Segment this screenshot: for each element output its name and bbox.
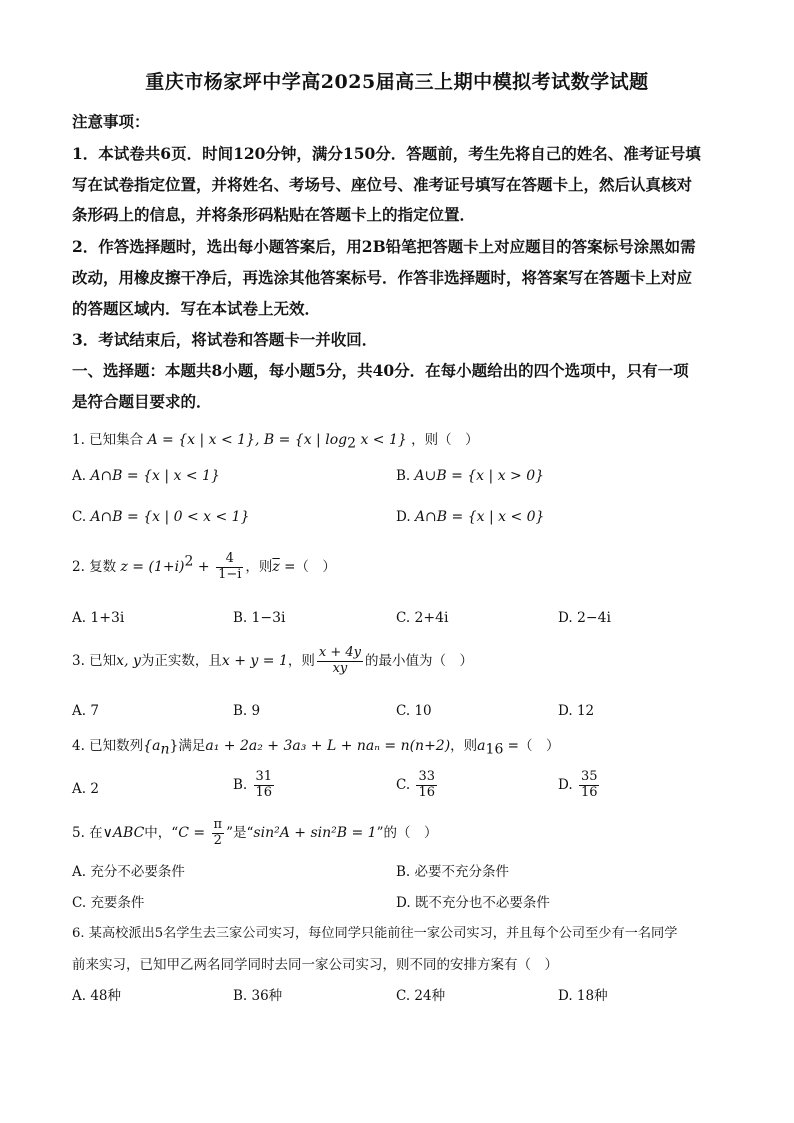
notice-1-line-1: 1．本试卷共6页．时间120分钟，满分150分．答题前，考生先将自己的姓名、准考证号填 <box>72 144 701 163</box>
fraction: $\frac{33}{16}$ <box>418 769 435 800</box>
question-5-option-a: A. 充分不必要条件 <box>72 864 185 880</box>
question-6-line-2: 前来实习，已知甲乙两名同学同时去同一家公司实习，则不同的安排方案有（ ） <box>72 957 558 973</box>
question-2-option-c: C. 2+4i <box>396 610 449 626</box>
question-3-option-d: D. 12 <box>558 703 595 719</box>
question-1-option-b: B. A∪B = {x | x > 0} <box>396 468 545 484</box>
fraction: $\frac{x + 4y}{xy}$ <box>318 645 361 676</box>
notice-heading: 注意事项： <box>72 112 150 131</box>
notice-1-line-2: 写在试卷指定位置，并将姓名、考场号、座位号、准考证号填写在答题卡上，然后认真核对 <box>72 175 693 194</box>
question-5-stem: 5. 在∨ABC中，“C = $\frac{\pi}{2}$ ”是“sin²A + sin²B = 1”的（ ） <box>72 817 438 848</box>
question-2-stem: 2. 复数 $z = (1+i)^2$ + $\frac{4}{1-i}$ ，则$\overline{z}$ =（ ） <box>72 551 336 582</box>
question-1-option-a: A. A∩B = {x | x < 1} <box>72 468 220 484</box>
question-6-option-d: D. 18种 <box>558 988 608 1004</box>
notice-2-line-1: 2．作答选择题时，选出每小题答案后，用2B铅笔把答题卡上对应题目的答案标号涂黑如需 <box>72 237 696 256</box>
question-4-option-a: A. 2 <box>72 781 99 797</box>
page-title: 重庆市杨家坪中学高2025届高三上期中模拟考试数学试题 <box>145 71 649 93</box>
question-1-option-d: D. A∩B = {x | x < 0} <box>396 509 545 525</box>
question-4-option-b: B. $\frac{31}{16}$ <box>233 769 273 800</box>
question-3-option-c: C. 10 <box>396 703 432 719</box>
notice-2-line-3: 的答题区域内．写在本试卷上无效． <box>72 299 321 318</box>
question-5-option-c: C. 充要条件 <box>72 895 145 911</box>
notice-3: 3．考试结束后，将试卷和答题卡一并收回． <box>72 330 378 349</box>
question-6-option-a: A. 48种 <box>72 988 122 1004</box>
question-4-option-c: C. $\frac{33}{16}$ <box>396 769 435 800</box>
notice-2-line-2: 改动，用橡皮擦干净后，再选涂其他答案标号．作答非选择题时，将答案写在答题卡上对应 <box>72 268 693 287</box>
question-5-option-d: D. 既不充分也不必要条件 <box>396 895 550 911</box>
conjugate-z: $\overline{z}$ <box>272 558 280 575</box>
section-1-line-2: 是符合题目要求的． <box>72 392 212 411</box>
question-4-stem: 4. 已知数列$\{a_n\}$满足a₁ + 2a₂ + 3a₃ + L + naₙ = n(n+2)，则$a_{16}$ =（ ） <box>72 738 560 758</box>
question-4-option-d: D. $\frac{35}{16}$ <box>558 769 598 800</box>
question-6-option-c: C. 24种 <box>396 988 446 1004</box>
set-a: A = {x | x < 1} <box>147 432 255 448</box>
question-2-option-a: A. 1+3i <box>72 610 125 626</box>
fraction: $\frac{35}{16}$ <box>580 769 598 800</box>
fraction: $\frac{4}{1-i}$ <box>218 551 242 582</box>
section-1-line-1: 一、选择题：本题共8小题，每小题5分，共40分．在每小题给出的四个选项中，只有一项 <box>72 361 689 380</box>
notice-1-line-3: 条形码上的信息，并将条形码粘贴在答题卡上的指定位置． <box>72 205 476 224</box>
question-1-option-c: C. A∩B = {x | 0 < x < 1} <box>72 509 250 525</box>
question-2-option-b: B. 1−3i <box>233 610 286 626</box>
question-5-option-b: B. 必要不充分条件 <box>396 864 510 880</box>
question-6-option-b: B. 36种 <box>233 988 283 1004</box>
fraction: $\frac{31}{16}$ <box>255 769 273 800</box>
question-3-option-b: B. 9 <box>233 703 261 719</box>
question-2-option-d: D. 2−4i <box>558 610 611 626</box>
question-3-option-a: A. 7 <box>72 703 99 719</box>
question-6-line-1: 6. 某高校派出5名学生去三家公司实习，每位同学只能前往一家公司实习，并且每个公司至少有一名同学 <box>72 926 678 941</box>
fraction: $\frac{\pi}{2}$ <box>213 817 223 848</box>
question-3-stem: 3. 已知x, y为正实数，且x + y = 1，则 $\frac{x + 4y}{xy}$ 的最小值为（ ） <box>72 645 473 676</box>
question-1-stem: 1. 已知集合 A = {x | x < 1}, B = {x | $\log_2 x < 1$} ，则（ ） <box>72 432 479 452</box>
